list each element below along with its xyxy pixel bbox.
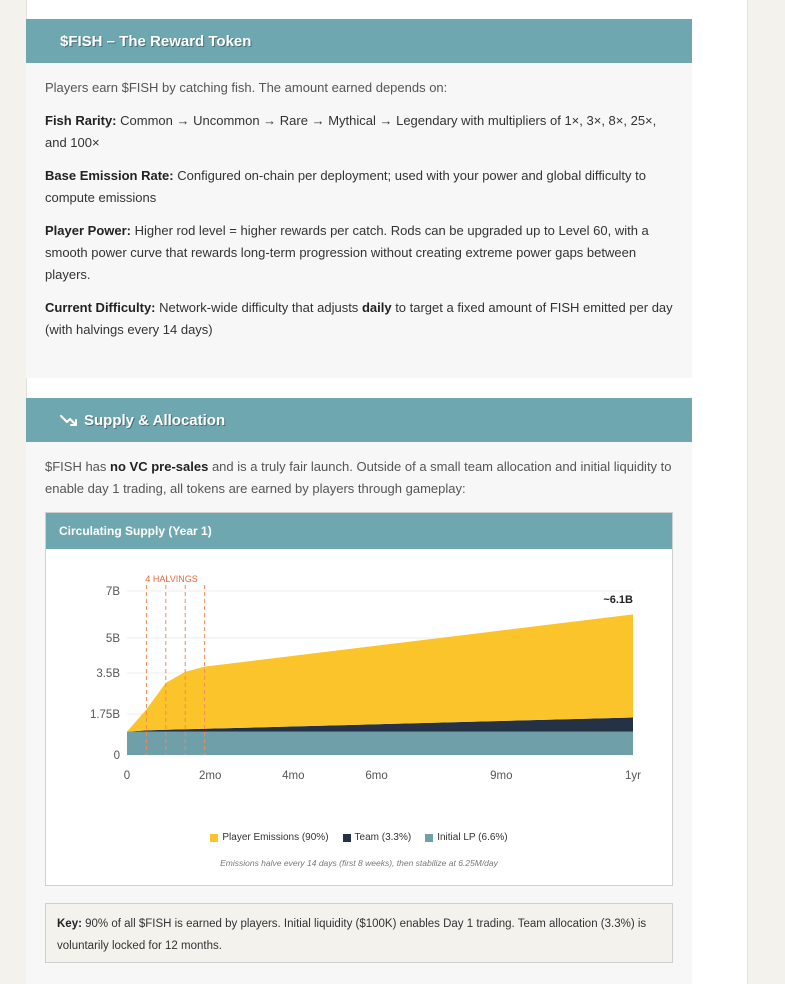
x-tick-label: 9mo: [490, 770, 513, 782]
token-section-title: $FISH – The Reward Token: [60, 32, 252, 50]
token-section-body: [26, 63, 692, 378]
chart-title: Circulating Supply (Year 1): [46, 513, 672, 549]
y-tick-label: 3.5B: [96, 668, 120, 680]
supply-section-header: [26, 398, 692, 442]
token-intro: Players earn $FISH by catching fish. The amount earned depends on:: [45, 80, 448, 95]
chart-caption: Emissions halve every 14 days (first 8 weeks), then stabilize at 6.25M/day: [220, 858, 498, 868]
player-power-item: Player Power: Higher rod level = higher rewards per catch. Rods can be upgraded up to Level 60, with a smooth power curve that rewards long-term progression without creating extreme power gaps between players.: [45, 223, 649, 282]
y-tick-label: 1.75B: [89, 709, 120, 721]
difficulty-item: Current Difficulty: Network-wide difficulty that adjusts daily to target a fixed amount of FISH emitted per day (with halvings every 14 days): [45, 300, 673, 337]
chart-legend: [46, 832, 672, 843]
legend-swatch: [210, 834, 218, 842]
area-player-2: [127, 614, 633, 731]
halvings-annotation: 4 HALVINGS: [145, 574, 198, 584]
legend-player-emissions: Player Emissions (90%): [210, 832, 328, 843]
legend-team: Team (3.3%): [343, 832, 412, 843]
rarity-item: Fish Rarity: Common → Uncommon → Rare → Mythical → Legendary with multipliers of 1×, 3×, 8×, 25×, and 100×: [45, 113, 657, 150]
x-tick-label: 4mo: [282, 770, 305, 782]
token-section-header: [26, 19, 692, 63]
legend-swatch: [343, 834, 351, 842]
emission-rate-item: Base Emission Rate: Configured on-chain per deployment; used with your power and global difficulty to compute emissions: [45, 168, 646, 205]
chart-svg: [46, 549, 672, 849]
supply-section-title: Supply & Allocation: [84, 411, 226, 429]
supply-chart: [45, 512, 673, 886]
y-tick-label: 5B: [105, 632, 120, 645]
area-initial-0: [127, 732, 633, 755]
y-tick-label: 7B: [105, 586, 120, 598]
x-tick-label: 6mo: [365, 770, 388, 782]
key-text: 90% of all $FISH is earned by players. Initial liquidity ($100K) enables Day 1 trading. Team allocation (3.3%) is voluntarily locked for 12 months.: [57, 918, 647, 952]
x-tick-label: 0: [123, 770, 131, 782]
x-tick-label: 1yr: [625, 770, 641, 782]
key-label: Key:: [57, 918, 82, 930]
legend-swatch: [425, 834, 433, 842]
key-box: [45, 903, 673, 963]
x-tick-label: 2mo: [198, 770, 222, 782]
y-tick-label: 0: [113, 750, 120, 762]
legend-initial-lp: Initial LP (6.6%): [425, 832, 507, 843]
end-value-label: ~6.1B: [603, 594, 633, 607]
trending-down-icon: [60, 413, 78, 427]
supply-intro: $FISH has no VC pre-sales and is a truly fair launch. Outside of a small team allocation and initial liquidity to enable day 1 trading, all tokens are earned by players through gameplay:: [45, 459, 672, 496]
